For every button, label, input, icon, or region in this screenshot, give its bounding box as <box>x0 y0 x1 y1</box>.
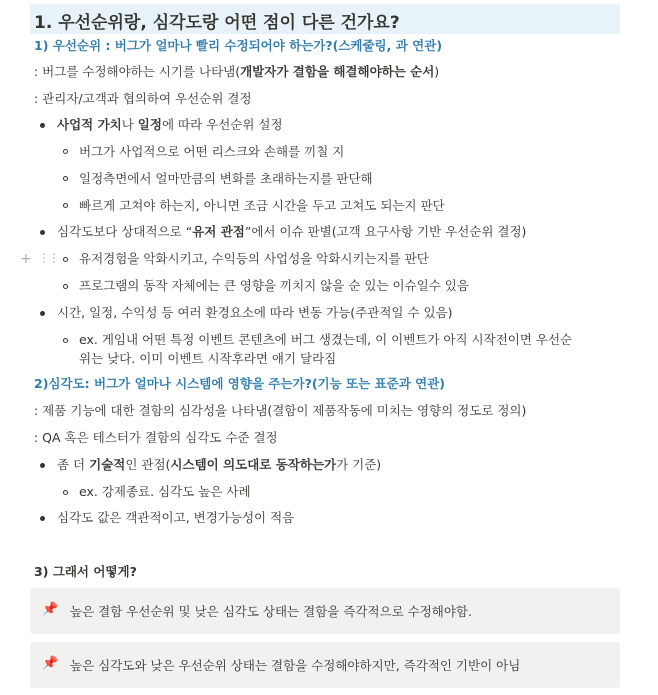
section1-bullet1 <box>57 116 283 134</box>
sub-bullet-circle <box>63 284 68 289</box>
bullet-dot <box>40 311 45 316</box>
text-segment: : 버그를 수정해야하는 시기를 나타냄( <box>34 64 241 79</box>
section1-title: 1) 우선순위 : 버그가 얼마나 빨리 수정되어야 하는가?(스케줄링, 과 연관) <box>34 38 443 53</box>
text-segment: 인 관점( <box>125 457 171 472</box>
section1-sub3: 빠르게 고쳐야 하는지, 아니면 조금 시간을 두고 고쳐도 되는지 판단 <box>79 198 445 213</box>
section1-sub6-line1: ex. 게임내 어떤 특정 이벤트 콘텐츠에 버그 생겼는데, 이 이벤트가 아직 시작전이면 우선순 <box>79 332 573 347</box>
sub-bullet-circle <box>63 338 68 343</box>
sub-bullet-circle <box>63 490 68 495</box>
section1-sub2: 일정측면에서 얼마만큼의 변화를 초래하는지를 판단해 <box>79 171 373 186</box>
text-bold: 기술적 <box>89 457 126 472</box>
bullet-dot <box>40 230 45 235</box>
text-segment: ) <box>434 64 440 79</box>
text-segment: 나 <box>121 117 138 132</box>
text-bold: 시스템이 의도대로 동작하는가 <box>170 457 337 472</box>
section1-sub6-line2: 위는 낮다. 이미 이벤트 시작후라면 얘기 달라짐 <box>79 351 337 366</box>
text-bold: 유저 관점 <box>192 224 245 239</box>
page-heading: 1. 우선순위랑, 심각도랑 어떤 점이 다른 건가요? <box>34 13 400 33</box>
bullet-dot <box>40 123 45 128</box>
text-segment: 좀 더 <box>57 457 90 472</box>
section2-line2: : QA 혹은 테스터가 결함의 심각도 수준 결정 <box>34 430 278 445</box>
section1-sub5: 프로그램의 동작 자체에는 큰 영향을 끼치지 않을 순 있는 이슈일수 있음 <box>79 278 469 293</box>
pushpin-icon: 📌 <box>42 656 59 671</box>
text-bold: 사업적 가치 <box>57 117 122 132</box>
sub-bullet-circle <box>63 149 68 154</box>
section1-sub4: 유저경험을 악화시키고, 수익등의 사업성을 악화시키는지를 판단 <box>79 251 429 266</box>
section2-title: 2)심각도: 버그가 얼마나 시스템에 영향을 주는가?(기능 또는 표준과 연관) <box>34 376 446 391</box>
sub-bullet-circle <box>63 176 68 181</box>
section1-sub1: 버그가 사업적으로 어떤 리스크와 손해를 끼칠 지 <box>79 144 345 159</box>
bullet-dot <box>40 516 45 521</box>
add-block-icon[interactable]: + <box>20 251 32 267</box>
callout-text: 높은 결함 우선순위 및 낮은 심각도 상태는 결함을 즉각적으로 수정해야함. <box>70 604 472 619</box>
sub-bullet-circle <box>63 203 68 208</box>
callout-text: 높은 심각도와 낮은 우선순위 상태는 결함을 수정해야하지만, 즉각적인 기반이 아님 <box>70 658 521 673</box>
section2-bullet2: 심각도 값은 객관적이고, 변경가능성이 적음 <box>57 510 295 525</box>
text-segment: 심각도보다 상대적으로 “ <box>57 224 193 239</box>
section3-title: 3) 그래서 어떻게? <box>34 564 137 579</box>
bullet-dot <box>40 463 45 468</box>
callout-block <box>30 642 620 688</box>
section1-bullet3: 시간, 일정, 수익성 등 여러 환경요소에 따라 변동 가능(주관적일 수 있음) <box>57 305 453 320</box>
section2-bullet1 <box>57 456 381 474</box>
section2-line1: : 제품 기능에 대한 결함의 심각성을 나타냄(결함이 제품작동에 미치는 영향의 정도로 정의) <box>34 403 527 418</box>
callout-block <box>30 588 620 634</box>
text-segment: 에 따라 우선순위 설정 <box>161 117 283 132</box>
drag-handle-icon[interactable]: ⋮⋮ <box>38 251 58 265</box>
text-segment: 가 기준) <box>336 457 382 472</box>
pushpin-icon: 📌 <box>42 602 59 617</box>
text-segment: ”에서 이슈 판별(고객 요구사항 기반 우선순위 결정) <box>244 224 527 239</box>
section1-line2: : 관리자/고객과 협의하여 우선순위 결정 <box>34 91 252 106</box>
section1-bullet2 <box>57 223 526 241</box>
text-bold: 개발자가 결함을 해결해야하는 순서 <box>240 64 435 79</box>
section2-sub1: ex. 강제종료. 심각도 높은 사례 <box>79 484 251 499</box>
section1-line1 <box>34 63 439 81</box>
sub-bullet-circle <box>63 257 68 262</box>
text-bold: 일정 <box>137 117 162 132</box>
